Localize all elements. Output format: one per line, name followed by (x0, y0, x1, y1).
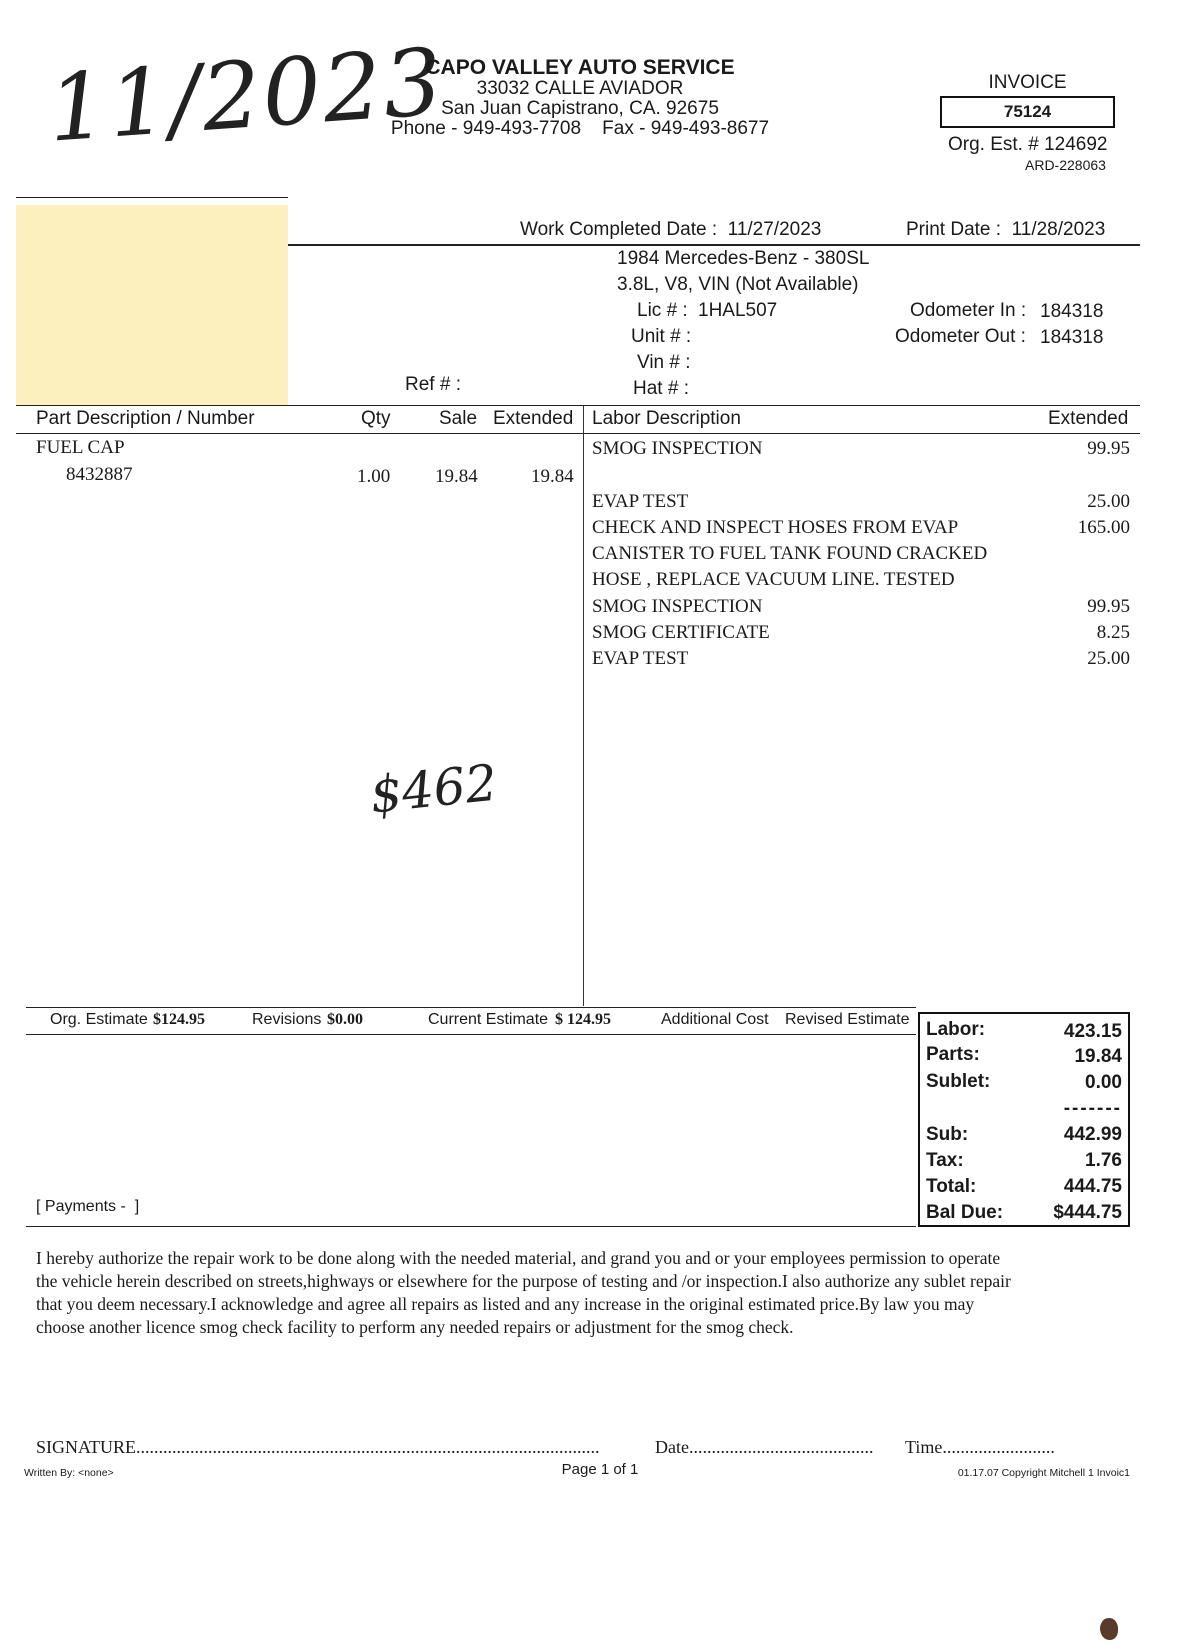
totals-divider: ------- (1063, 1098, 1122, 1119)
estimates-top-rule (26, 1007, 916, 1008)
labor-amount: 8.25 (1096, 622, 1130, 643)
parts-header-sale: Sale (439, 408, 478, 429)
revisions-label: Revisions (252, 1011, 322, 1028)
org-estimate-value: $124.95 (153, 1011, 205, 1028)
sub-total-value: 442.99 (1063, 1124, 1122, 1145)
unit-label: Unit # : (631, 326, 692, 347)
labor-desc: SMOG INSPECTION (592, 438, 763, 459)
invoice-number-box (940, 96, 1115, 128)
balance-due-label: Bal Due: (926, 1202, 1004, 1223)
ref-label: Ref # : (405, 374, 461, 395)
odometer-in-value: 184318 (1040, 301, 1104, 322)
handwritten-amount: $462 (367, 753, 500, 825)
payments-line: [ Payments - ] (36, 1198, 140, 1215)
parts-header-desc: Part Description / Number (36, 408, 255, 429)
authorization-line: choose another licence smog check facility to perform any needed repairs or adjustment for the smog check. (36, 1317, 794, 1337)
labor-total-value: 423.15 (1063, 1021, 1122, 1042)
print-date: Print Date : 11/28/2023 (906, 219, 1106, 240)
odometer-out-label: Odometer Out : (895, 326, 1026, 347)
org-est-number: Org. Est. # 124692 (948, 134, 1108, 155)
part-extended: 19.84 (531, 466, 574, 487)
signature-field: SIGNATURE....................................................................................................... (36, 1437, 600, 1457)
tax-label: Tax: (926, 1150, 964, 1171)
grand-total-label: Total: (926, 1176, 977, 1197)
invoice-label: INVOICE (988, 72, 1067, 93)
header-bottom-rule (16, 433, 1140, 434)
parts-header-extended: Extended (493, 408, 574, 429)
odometer-in-label: Odometer In : (910, 300, 1027, 321)
labor-amount: 99.95 (1087, 596, 1130, 617)
labor-desc: HOSE , REPLACE VACUUM LINE. TESTED (592, 569, 955, 590)
additional-cost-label: Additional Cost (661, 1011, 769, 1028)
customer-info-redacted (16, 205, 288, 405)
parts-labor-divider (583, 406, 584, 1006)
copyright-notice: 01.17.07 Copyright Mitchell 1 Invoic1 (957, 1467, 1130, 1479)
odometer-out-value: 184318 (1040, 327, 1104, 348)
labor-amount: 99.95 (1087, 438, 1130, 459)
labor-desc: EVAP TEST (592, 491, 689, 512)
totals-bottom-rule (26, 1226, 916, 1227)
labor-header-extended: Extended (1048, 408, 1129, 429)
sublet-total-value: 0.00 (1085, 1072, 1122, 1093)
tax-value: 1.76 (1085, 1150, 1122, 1171)
shop-address-line2: San Juan Capistrano, CA. 92675 (441, 98, 719, 119)
vehicle-engine: 3.8L, V8, VIN (Not Available) (617, 274, 859, 295)
vehicle-model: 1984 Mercedes-Benz - 380SL (617, 248, 870, 269)
labor-desc: CANISTER TO FUEL TANK FOUND CRACKED (592, 543, 988, 564)
shop-address-line1: 33032 CALLE AVIADOR (476, 78, 684, 99)
grand-total-value: 444.75 (1063, 1176, 1122, 1197)
labor-amount: 25.00 (1087, 648, 1130, 669)
written-by: Written By: <none> (24, 1467, 114, 1479)
current-estimate-label: Current Estimate (428, 1011, 549, 1028)
labor-total-label: Labor: (926, 1019, 986, 1040)
handwritten-date: 11/2023 (44, 28, 448, 163)
authorization-line: that you deem necessary.I acknowledge and agree all repairs as listed and any increase in the original estimated price.By law you may (36, 1294, 975, 1314)
page-number: Page 1 of 1 (561, 1461, 639, 1478)
sublet-total-label: Sublet: (926, 1071, 991, 1092)
authorization-line: the vehicle herein described on streets,highways or elsewhere for the purpose of testing and /or inspection.I also authorize any sublet repair (36, 1271, 1011, 1291)
labor-amount: 25.00 (1087, 491, 1130, 512)
revisions-value: $0.00 (327, 1011, 363, 1028)
vin-label: Vin # : (637, 352, 691, 373)
part-number: 8432887 (66, 464, 133, 485)
signature-date-field: Date......................................... (655, 1437, 874, 1457)
labor-amount: 165.00 (1077, 517, 1130, 538)
labor-desc: EVAP TEST (592, 648, 689, 669)
hat-label: Hat # : (633, 378, 689, 399)
revised-estimate-label: Revised Estimate (785, 1011, 910, 1028)
current-estimate-value: $ 124.95 (555, 1011, 611, 1028)
part-sale: 19.84 (435, 466, 478, 487)
invoice-number: 75124 (1003, 102, 1052, 121)
ard-number: ARD-228063 (1025, 157, 1106, 173)
estimates-bottom-rule (26, 1034, 916, 1035)
dates-rule (288, 244, 1140, 246)
sub-total-label: Sub: (926, 1124, 969, 1145)
labor-desc: SMOG CERTIFICATE (592, 622, 770, 643)
customer-top-rule (16, 197, 288, 198)
labor-desc: CHECK AND INSPECT HOSES FROM EVAP (592, 517, 959, 538)
authorization-line: I hereby authorize the repair work to be done along with the needed material, and grand you and or your employees permission to operate (36, 1248, 1001, 1268)
work-completed-date: Work Completed Date : 11/27/2023 (520, 219, 822, 240)
lic-value: 1HAL507 (698, 300, 778, 321)
shop-name: CAPO VALLEY AUTO SERVICE (425, 56, 735, 79)
parts-header-qty: Qty (361, 408, 391, 429)
ink-spot (1100, 1618, 1118, 1640)
part-description: FUEL CAP (36, 437, 125, 458)
signature-time-field: Time......................... (905, 1437, 1055, 1457)
labor-header-desc: Labor Description (592, 408, 741, 429)
part-qty: 1.00 (357, 466, 391, 487)
parts-total-value: 19.84 (1074, 1046, 1122, 1067)
org-estimate-label: Org. Estimate (50, 1011, 148, 1028)
parts-total-label: Parts: (926, 1044, 980, 1065)
shop-contact: Phone - 949-493-7708 Fax - 949-493-8677 (390, 118, 770, 139)
lic-label: Lic # : (637, 300, 688, 321)
labor-desc: SMOG INSPECTION (592, 596, 763, 617)
header-top-rule (16, 405, 1140, 406)
balance-due-value: $444.75 (1053, 1202, 1122, 1223)
